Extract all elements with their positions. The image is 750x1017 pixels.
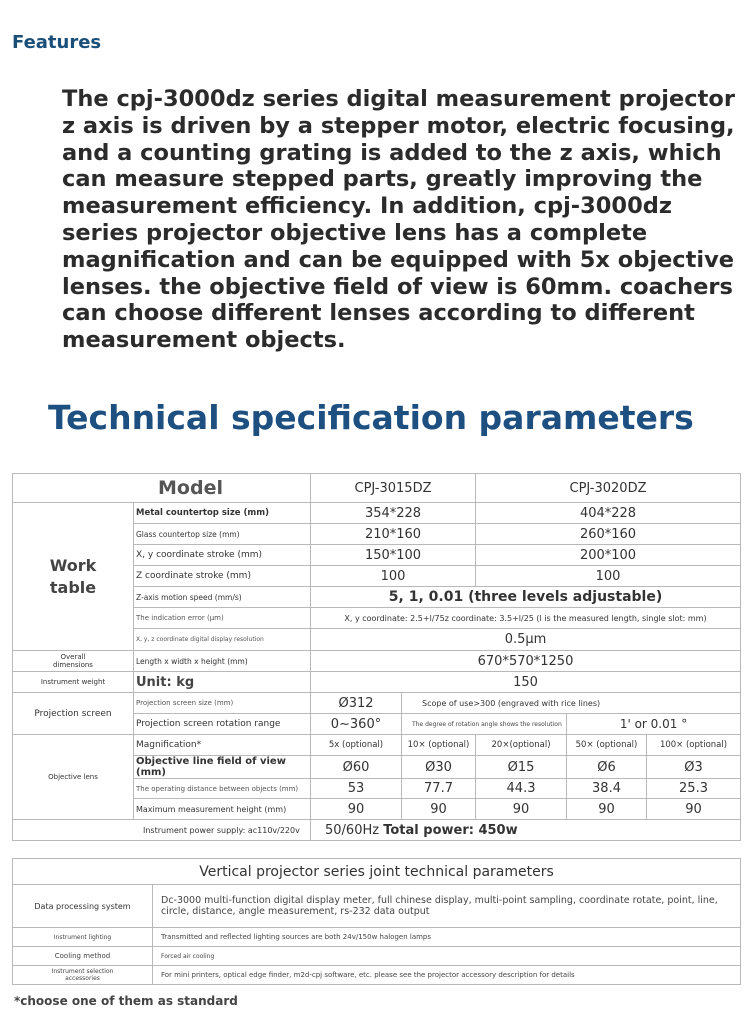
- cell-value: 50× (optional): [567, 735, 647, 756]
- row-label: Glass countertop size (mm): [134, 524, 311, 545]
- objective-lens-label: Objective lens: [13, 735, 134, 820]
- power-supply-label: [13, 820, 311, 841]
- table-row: [13, 820, 741, 841]
- projection-screen-label: Projection screen: [13, 693, 134, 735]
- table-row: [13, 885, 741, 928]
- work-table-label: Work table: [49, 555, 97, 597]
- row-label: Projection screen rotation range: [134, 714, 311, 735]
- overall-dimensions-label: Overall dimensions: [13, 651, 134, 672]
- cell-value: Ø30: [402, 756, 476, 779]
- cell-value: 38.4: [567, 779, 647, 799]
- row-label: X, y coordinate stroke (mm): [134, 545, 311, 566]
- cell-value: X, y coordinate: 2.5+l/75z coordinate: 3.5+l/25 (l is the measured length, single slot: mm): [311, 608, 741, 629]
- joint-params-title: Vertical projector series joint technical parameters: [13, 859, 741, 885]
- table-row: [13, 966, 741, 985]
- cell-value: 25.3: [647, 779, 741, 799]
- cell-value: 1' or 0.01 °: [567, 714, 741, 735]
- cell-value: 90: [567, 799, 647, 820]
- cell-value: 0.5μm: [311, 629, 741, 651]
- table-row: [13, 651, 741, 672]
- row-label: Maximum measurement height (mm): [134, 799, 311, 820]
- cell-value: 90: [476, 799, 567, 820]
- cell-note: The degree of rotation angle shows the resolution: [402, 714, 567, 735]
- row-label: X, y, z coordinate digital display resolution: [134, 629, 311, 651]
- cell-value: For mini printers, optical edge finder, m2d-cpj software, etc. please see the projector accessory description for details: [153, 966, 741, 985]
- table-row: [13, 859, 741, 885]
- cell-value: 200*100: [476, 545, 741, 566]
- standard-footnote: *choose one of them as standard: [14, 994, 238, 1008]
- row-label: Length x width x height (mm): [134, 651, 311, 672]
- cell-value: 150: [311, 672, 741, 693]
- power-values: [311, 820, 741, 841]
- spec-table: [12, 473, 741, 841]
- cell-value: 90: [311, 799, 402, 820]
- work-table-group: [13, 503, 134, 651]
- cell-value: Ø6: [567, 756, 647, 779]
- cell-value: 0~360°: [311, 714, 402, 735]
- cell-value: 210*160: [311, 524, 476, 545]
- features-paragraph: The cpj-3000dz series digital measurement projector z axis is driven by a stepper motor, electric focusing, and a counting grating is added to the z axis, which can measure stepped parts, greatly improving the measurement efficiency. In addition, cpj-3000dz series projector objective lens has a complete magnification and can be equipped with 5x objective lenses. the objective field of view is 60mm. coachers can choose different lenses according to different measurement objects.: [62, 86, 735, 354]
- table-row: [13, 693, 741, 714]
- features-heading: Features: [12, 32, 102, 53]
- cell-value: Ø60: [311, 756, 402, 779]
- instrument-weight-label: Instrument weight: [13, 672, 134, 693]
- row-label: Instrument lighting: [13, 928, 153, 947]
- cell-value: 44.3: [476, 779, 567, 799]
- table-row: [13, 928, 741, 947]
- row-label: Cooling method: [13, 947, 153, 966]
- weight-unit: Unit: kg: [134, 672, 311, 693]
- table-row: [13, 672, 741, 693]
- cell-value: Ø3: [647, 756, 741, 779]
- cell-value: 53: [311, 779, 402, 799]
- power-frequency: 50/60Hz: [325, 822, 380, 838]
- cell-note: Scope of use>300 (engraved with rice lines): [402, 693, 741, 714]
- technical-spec-title: Technical specification parameters: [48, 398, 694, 437]
- cell-value: 100× (optional): [647, 735, 741, 756]
- cell-value: Dc-3000 multi-function digital display meter, full chinese display, multi-point sampling, coordinate rotate, point, line, circle, distance, angle measurement, rs-232 data output: [153, 885, 741, 928]
- row-label: Objective line field of view (mm): [134, 756, 311, 779]
- cell-value: 90: [647, 799, 741, 820]
- row-label: Metal countertop size (mm): [134, 503, 311, 524]
- joint-params-table: [12, 858, 741, 985]
- cell-value: 90: [402, 799, 476, 820]
- cell-value: 77.7: [402, 779, 476, 799]
- cell-value: 150*100: [311, 545, 476, 566]
- cell-value: 260*160: [476, 524, 741, 545]
- row-label: Magnification*: [134, 735, 311, 756]
- power-supply-text: Instrument power supply: ac110v/220v: [143, 825, 300, 835]
- table-row: [13, 474, 741, 503]
- row-label: Z-axis motion speed (mm/s): [134, 587, 311, 608]
- row-label: Data processing system: [13, 885, 153, 928]
- cell-value: 5x (optional): [311, 735, 402, 756]
- cell-value: 5, 1, 0.01 (three levels adjustable): [311, 587, 741, 608]
- row-label: Projection screen size (mm): [134, 693, 311, 714]
- model-cpj-3020dz: CPJ-3020DZ: [476, 474, 741, 503]
- model-header: Model: [13, 474, 311, 503]
- cell-value: Transmitted and reflected lighting sources are both 24v/150w halogen lamps: [153, 928, 741, 947]
- cell-value: 100: [311, 566, 476, 587]
- cell-value: 670*570*1250: [311, 651, 741, 672]
- model-cpj-3015dz: CPJ-3015DZ: [311, 474, 476, 503]
- cell-value: Ø15: [476, 756, 567, 779]
- table-row: [13, 735, 741, 756]
- cell-value: 404*228: [476, 503, 741, 524]
- cell-value: 20×(optional): [476, 735, 567, 756]
- row-label: The indication error (μm): [134, 608, 311, 629]
- row-label: Z coordinate stroke (mm): [134, 566, 311, 587]
- cell-value: Forced air cooling: [153, 947, 741, 966]
- cell-value: 10× (optional): [402, 735, 476, 756]
- cell-value: Ø312: [311, 693, 402, 714]
- table-row: [13, 947, 741, 966]
- table-row: [13, 503, 741, 524]
- cell-value: 354*228: [311, 503, 476, 524]
- cell-value: 100: [476, 566, 741, 587]
- row-label: The operating distance between objects (mm): [134, 779, 311, 799]
- power-total: Total power: 450w: [383, 822, 518, 838]
- row-label: Instrument selection accessories: [13, 966, 153, 985]
